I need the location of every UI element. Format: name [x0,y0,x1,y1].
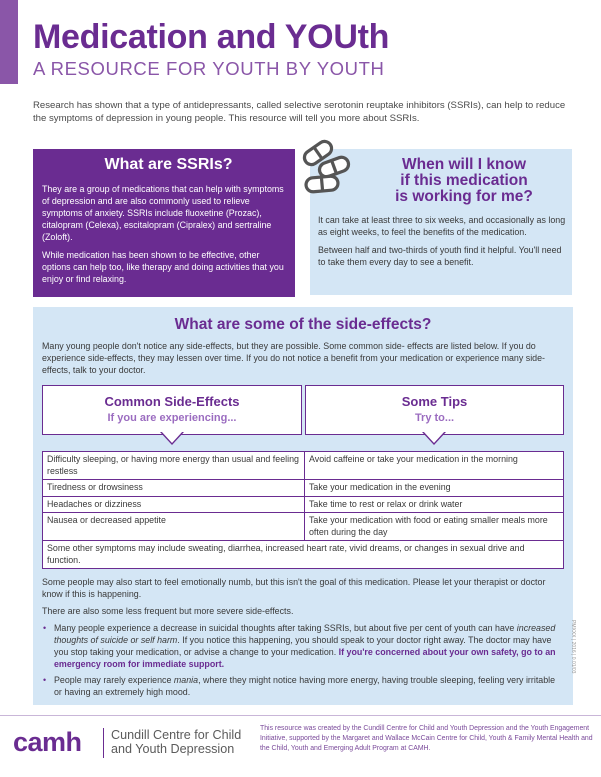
what-are-ssris-section [33,149,295,297]
when-heading-line-1: When will I know [402,156,526,173]
page-title: Medication and YOUth [33,18,390,56]
pills-icon [298,134,360,198]
table-cell-effect: Tiredness or drowsiness [43,480,305,497]
intro-text: Research has shown that a type of antidepressants, called selective serotonin reuptake inhibitors (SSRIs), can help to reduce the symptoms of depression in young people. This resource will tell you more about SSRIs. [33,100,566,124]
emergency-highlight: If you're concerned about your own safety, go to an emergency room for immediate support. [54,647,556,669]
some-tips-title: Some Tips [401,394,468,409]
side-effects-table [42,451,564,569]
severe-side-effects-list [42,622,564,698]
when-working-paragraph-2: Between half and two-thirds of youth find it helpful. You'll need to take them every day to see a benefit. [318,245,562,267]
table-row [43,496,564,513]
side-effects-heading: What are some of the side-effects? [174,316,432,333]
table-cell-tip: Take time to rest or relax or drink water [305,496,564,513]
centre-name-line-2: and Youth Depression [111,742,235,756]
table-cell-effect: Nausea or decreased appetite [43,513,305,541]
when-heading-line-2: if this medication [400,172,528,189]
arrow-down-icon-fill [423,431,445,443]
arrow-down-icon-fill [161,431,183,443]
when-working-paragraph-1: It can take at least three to six weeks, and occasionally as long as eight weeks, to feel the benefits of the medication. [318,215,566,237]
table-row [43,513,564,541]
side-effects-intro: Many young people don't notice any side-effects, but they are possible. Some common side- effects are listed below. If you do experience side-effects, they may lessen over time. If you do not notice a benefit from your medication or experience many side-effects, talk to your doctor. [42,341,546,375]
side-effects-details [42,576,564,702]
table-row [43,541,564,569]
some-tips-header [305,385,564,435]
when-working-heading [364,157,564,205]
table-cell-effect: Difficulty sleeping, or having more energy than usual and feeling restless [43,452,305,480]
what-are-ssris-heading: What are SSRIs? [104,156,233,173]
what-are-ssris-paragraph-1: They are a group of medications that can help with symptoms of depression and are also commonly used to relieve symptoms of anxiety. SSRIs include fluoxetine (Prozac), citalopram (Celexa), escitalopram (Cipralex) and sertraline (Zoloft). [42,184,284,242]
table-cell-tip: Avoid caffeine or take your medication in the morning [305,452,564,480]
table-row [43,452,564,480]
common-side-effects-subtitle: If you are experiencing... [107,412,237,424]
table-row [43,480,564,497]
footer-divider [0,715,601,716]
common-side-effects-header [42,385,302,435]
footer-credit: This resource was created by the Cundill Centre for Child and Youth Depression and the Youth Engagement Initiative, supported by the Margaret and Wallace McCain Centre for Child, Youth & Family Mental Health and the Child, Youth and Emerging Adult Program at CAMH. [260,725,593,752]
accent-bar [0,0,18,84]
document-code: PMXXX | 2016 | 0.01/03 [570,620,576,674]
table-cell-tip: Take your medication with food or eating smaller meals more often during the day [305,513,564,541]
what-are-ssris-paragraph-2: While medication has been shown to be effective, other options can help too, like therapy and doing activities that you enjoy or find relaxing. [42,250,284,284]
bullet-1-text-a: Many people experience a decrease in suicidal thoughts after taking SSRIs, but about five per cent of youth can have [54,623,517,633]
table-cell-effect: Headaches or dizziness [43,496,305,513]
some-tips-subtitle: Try to... [414,412,455,424]
list-item [42,674,564,698]
bullet-2-emphasis: mania [173,675,199,685]
table-cell-other-symptoms: Some other symptoms may include sweating, diarrhea, increased heart rate, vivid dreams, or changes in sexual drive and function. [43,541,564,569]
list-item [42,622,564,670]
common-side-effects-title: Common Side-Effects [104,394,240,409]
camh-logo: camh [13,727,82,757]
bullet-1-emphasis: increased thoughts of suicide or self harm [54,623,556,645]
bullet-1-text-b: . If you notice this happening, you should speak to your doctor right away. The doctor may have you stop taking your medication, or advise a change to your medication. [54,635,552,657]
bullet-2-text-a: People may rarely experience [54,675,174,685]
centre-name [111,728,241,756]
table-cell-tip: Take your medication in the evening [305,480,564,497]
logo-separator [103,728,104,758]
severe-side-effects-intro: There are also some less frequent but more severe side-effects. [42,606,294,616]
bullet-2-text-b: , where they might notice having more energy, having trouble sleeping, feeling very irritable or having an extremely high mood. [54,675,556,697]
centre-name-line-1: Cundill Centre for Child [111,728,242,742]
when-heading-line-3: is working for me? [395,188,533,205]
emotional-numbness-text: Some people may also start to feel emotionally numb, but this isn't the goal of this medication. Please let your therapist or doctor know if this is happening. [42,577,546,599]
page-subtitle: A RESOURCE FOR YOUTH BY YOUTH [33,58,385,79]
